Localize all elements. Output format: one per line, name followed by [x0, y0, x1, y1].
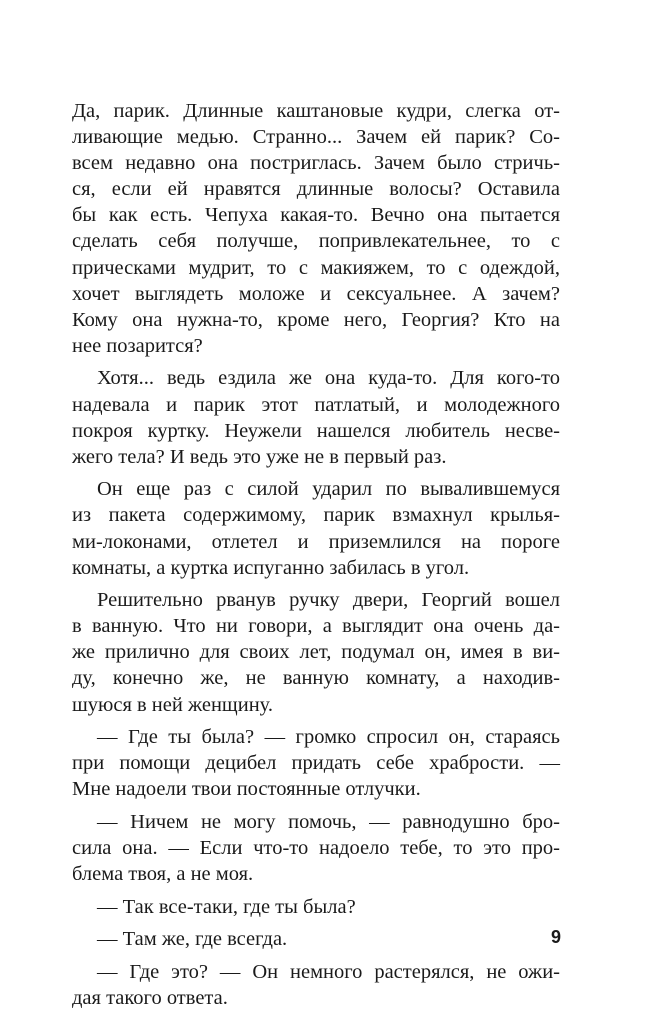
paragraph	[72, 98, 560, 359]
text-line: сила она. — Если что-то надоело тебе, то это про-	[72, 837, 560, 860]
paragraph	[72, 926, 560, 952]
paragraph	[72, 809, 560, 887]
text-line: Он еще раз с силой ударил по вывалившемуся	[97, 478, 560, 501]
text-line: нее позарится?	[72, 334, 203, 357]
text-line: ми-локонами, отлетел и приземлился на пороге	[72, 530, 560, 553]
text-line: — Ничем не могу помочь, — равнодушно бро-	[97, 810, 560, 833]
text-line: при помощи децибел придать себе храбрости. —	[72, 752, 560, 775]
text-line: шуюся в ней женщину.	[72, 693, 273, 716]
text-line: надевала и парик этот патлатый, и молодежного	[72, 393, 560, 416]
page-number: 9	[550, 927, 561, 947]
book-page-text	[72, 98, 560, 1018]
text-line: — Там же, где всегда.	[97, 928, 288, 951]
paragraph	[72, 365, 560, 469]
text-line: прическами мудрит, то с макияжем, то с одеждой,	[72, 256, 560, 279]
paragraph	[72, 959, 560, 1011]
text-line: ду, конечно же, не ванную комнату, а находив-	[72, 667, 560, 690]
text-line: жего тела? И ведь это уже не в первый раз.	[72, 445, 447, 468]
paragraph	[72, 724, 560, 802]
text-line: же прилично для своих лет, подумал он, имея в ви-	[72, 641, 560, 664]
text-line: в ванную. Что ни говори, а выглядит она очень да-	[72, 615, 560, 638]
text-line: из пакета содержимому, парик взмахнул крылья-	[72, 504, 560, 527]
text-line: покроя куртку. Неужели нашелся любитель несве-	[72, 419, 560, 442]
text-line: Хотя... ведь ездила же она куда-то. Для кого-то	[97, 367, 560, 390]
text-line: комнаты, а куртка испуганно забилась в угол.	[72, 556, 470, 579]
text-line: ся, если ей нравятся длинные волосы? Оставила	[72, 178, 560, 201]
paragraph	[72, 476, 560, 580]
text-line: бы как есть. Чепуха какая-то. Вечно она пытается	[72, 204, 560, 227]
text-line: сделать себя получше, попривлекательнее, то с	[72, 230, 560, 253]
paragraph	[72, 894, 560, 920]
text-line: всем недавно она постриглась. Зачем было стричь-	[72, 152, 560, 175]
paragraph	[72, 587, 560, 717]
text-line: — Где это? — Он немного растерялся, не ожи-	[97, 960, 560, 983]
text-line: Кому она нужна-то, кроме него, Георгия? Кто на	[72, 308, 560, 331]
text-line: — Где ты была? — громко спросил он, стараясь	[97, 726, 560, 749]
text-line: Решительно рванув ручку двери, Георгий вошел	[97, 589, 560, 612]
text-line: Да, парик. Длинные каштановые кудри, слегка от-	[72, 100, 560, 122]
text-line: блема твоя, а не моя.	[72, 863, 254, 886]
text-line: — Так все-таки, где ты была?	[97, 895, 356, 918]
text-line: ливающие медью. Странно... Зачем ей парик? Со-	[72, 126, 560, 149]
text-line: хочет выглядеть моложе и сексуальнее. А зачем?	[72, 282, 560, 305]
text-line: дая такого ответа.	[72, 987, 228, 1009]
text-line: Мне надоели твои постоянные отлучки.	[72, 778, 421, 801]
